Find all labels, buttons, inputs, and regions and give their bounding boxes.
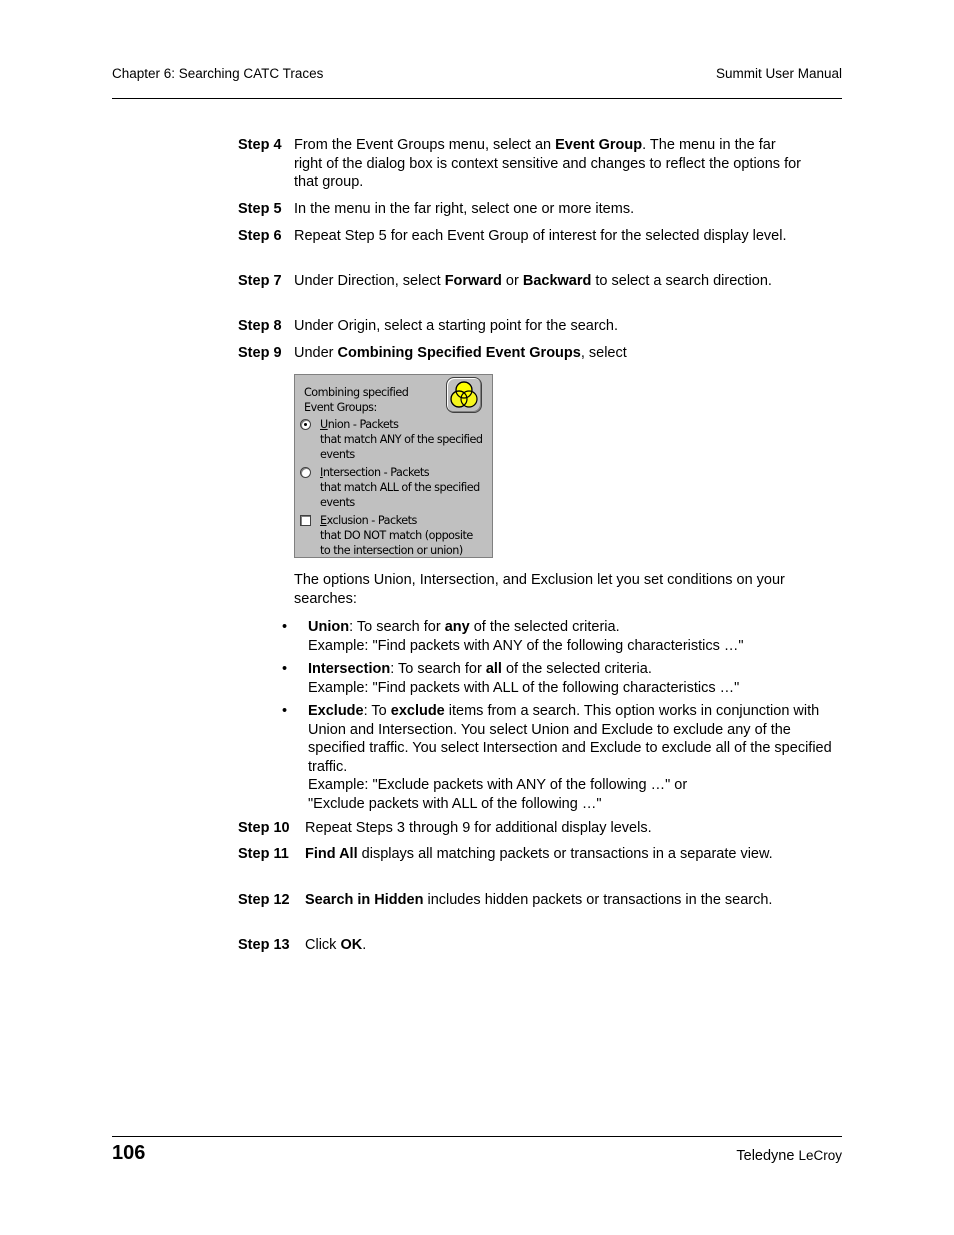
step-text: From the Event Groups menu, select an Event Group. The menu in the far right of the dialog box is context sensitive and changes to reflect the options for that group.	[294, 137, 801, 190]
bullet-dot: •	[282, 619, 288, 635]
bullet-dot: •	[282, 703, 288, 719]
header-rule	[112, 98, 842, 99]
step-text: Under Combining Specified Event Groups, select	[294, 345, 627, 361]
combining-event-groups-panel: Combining specified Event Groups: Union - Packets that match ANY of the specified events Intersection - Packets that match ALL of the specified events Exclusion - Packets that DO NOT match (opposite to the intersection or union)	[294, 374, 493, 558]
step-label: Step 10	[238, 820, 290, 836]
step-text: Click OK.	[305, 937, 367, 953]
exclusion-checkbox[interactable]	[300, 515, 311, 526]
step-text: Under Origin, select a starting point for the search.	[294, 318, 618, 334]
bullet-dot: •	[282, 661, 288, 677]
step-label: Step 7	[238, 273, 282, 289]
step-text: In the menu in the far right, select one or more items.	[294, 201, 635, 217]
step-text: Repeat Step 5 for each Event Group of interest for the selected display level.	[294, 228, 787, 244]
options-intro: The options Union, Intersection, and Exclusion let you set conditions on your searches:	[294, 572, 785, 607]
step-label: Step 9	[238, 345, 282, 361]
step-label: Step 12	[238, 892, 290, 908]
company-name: Teledyne LeCroy	[736, 1148, 842, 1164]
intersection-radio[interactable]	[300, 467, 311, 478]
running-header-chapter: Chapter 6: Searching CATC Traces	[112, 66, 324, 81]
union-radio[interactable]	[300, 419, 311, 430]
panel-title: Combining specified Event Groups:	[304, 386, 409, 414]
step-text: Under Direction, select Forward or Backward to select a search direction.	[294, 273, 772, 289]
step-label: Step 13	[238, 937, 290, 953]
step-text: Find All displays all matching packets or transactions in a separate view.	[305, 846, 773, 862]
footer-rule	[112, 1136, 842, 1137]
venn-diagram-icon	[446, 377, 482, 413]
step-label: Step 5	[238, 201, 282, 217]
step-label: Step 8	[238, 318, 282, 334]
page-number: 106	[112, 1142, 146, 1164]
step-label: Step 6	[238, 228, 282, 244]
running-header-manual: Summit User Manual	[715, 66, 842, 81]
step-text: Search in Hidden includes hidden packets or transactions in the search.	[305, 892, 773, 908]
step-text: Repeat Steps 3 through 9 for additional display levels.	[305, 820, 652, 836]
step-label: Step 4	[238, 137, 282, 153]
step-label: Step 11	[238, 846, 289, 862]
